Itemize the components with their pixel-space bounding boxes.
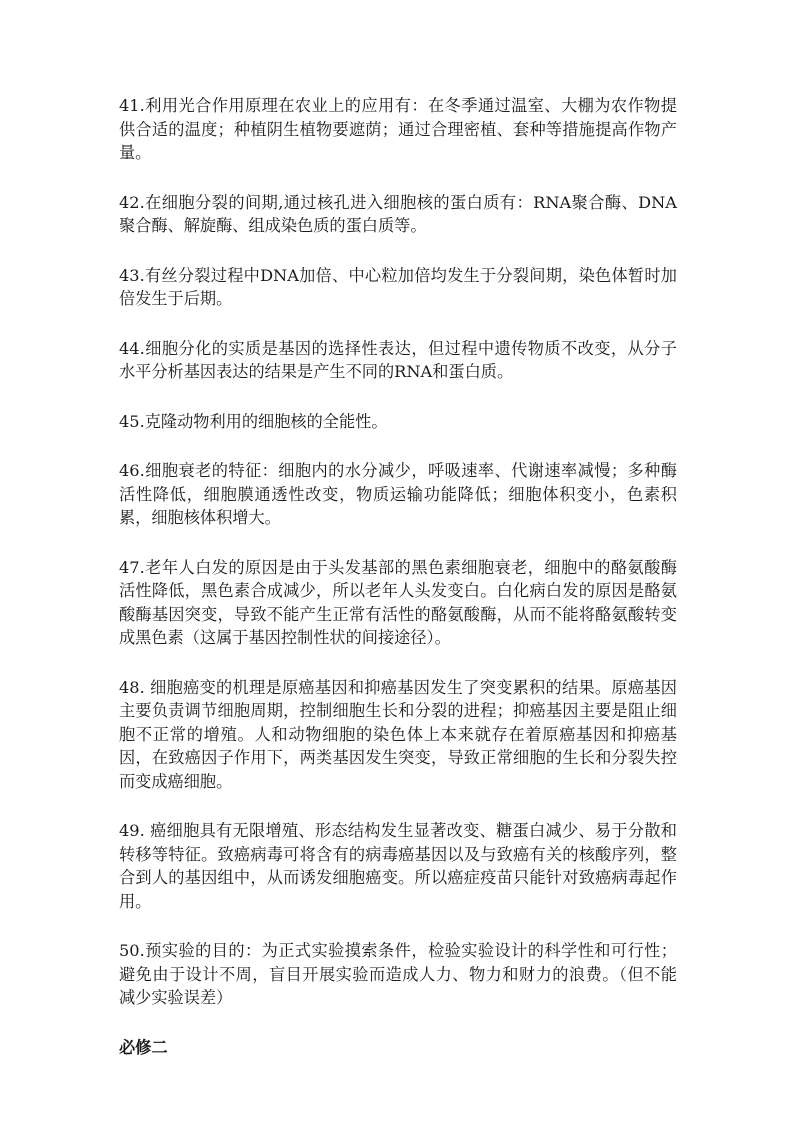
paragraph-50: 50.预实验的目的：为正式实验摸索条件，检验实验设计的科学性和可行性；避免由于设计不周，盲目开展实验而造成人力、物力和财力的浪费。（但不能减少实验误差）: [119, 941, 677, 1007]
paragraph-41: 41.利用光合作用原理在农业上的应用有：在冬季通过温室、大棚为农作物提供合适的温度；种植阴生植物要遮荫；通过合理密植、套种等措施提高作物产量。: [119, 96, 677, 162]
document-page: [119, 94, 677, 1059]
paragraph-46: 46.细胞衰老的特征：细胞内的水分减少，呼吸速率、代谢速率减慢；多种酶活性降低，细胞膜通透性改变，物质运输功能降低；细胞体积变小，色素积累，细胞核体积增大。: [119, 461, 677, 527]
paragraph-48: 48. 细胞癌变的机理是原癌基因和抑癌基因发生了突变累积的结果。原癌基因主要负责调节细胞周期，控制细胞生长和分裂的进程；抑癌基因主要是阻止细胞不正常的增殖。人和动物细胞的染色体上本来就存在着原癌基因和抑癌基因，在致癌因子作用下，两类基因发生突变，导致正常细胞的生长和分裂失控而变成癌细胞。: [119, 677, 677, 791]
paragraph-43: 43.有丝分裂过程中DNA加倍、中心粒加倍均发生于分裂间期，染色体暂时加倍发生于后期。: [119, 265, 677, 308]
paragraph-42: 42.在细胞分裂的间期,通过核孔进入细胞核的蛋白质有：RNA聚合酶、DNA聚合酶、解旋酶、组成染色质的蛋白质等。: [119, 192, 677, 235]
paragraph-49: 49. 癌细胞具有无限增殖、形态结构发生显著改变、糖蛋白减少、易于分散和转移等特征。致癌病毒可将含有的病毒癌基因以及与致癌有关的核酸序列，整合到人的基因组中，从而诱发细胞癌变。所以癌症疫苗只能针对致癌病毒起作用。: [119, 821, 677, 911]
paragraph-45: 45.克隆动物利用的细胞核的全能性。: [119, 411, 388, 431]
paragraph-44: 44.细胞分化的实质是基因的选择性表达，但过程中遗传物质不改变，从分子水平分析基因表达的结果是产生不同的RNA和蛋白质。: [119, 338, 677, 381]
section-heading: 必修二: [119, 1037, 168, 1057]
paragraph-47: 47.老年人白发的原因是由于头发基部的黑色素细胞衰老，细胞中的酪氨酸酶活性降低，黑色素合成减少，所以老年人头发变白。白化病白发的原因是酪氨酸酶基因突变，导致不能产生正常有活性的酪氨酸酶，从而不能将酪氨酸转变成黑色素（这属于基因控制性状的间接途径）。: [119, 557, 677, 647]
